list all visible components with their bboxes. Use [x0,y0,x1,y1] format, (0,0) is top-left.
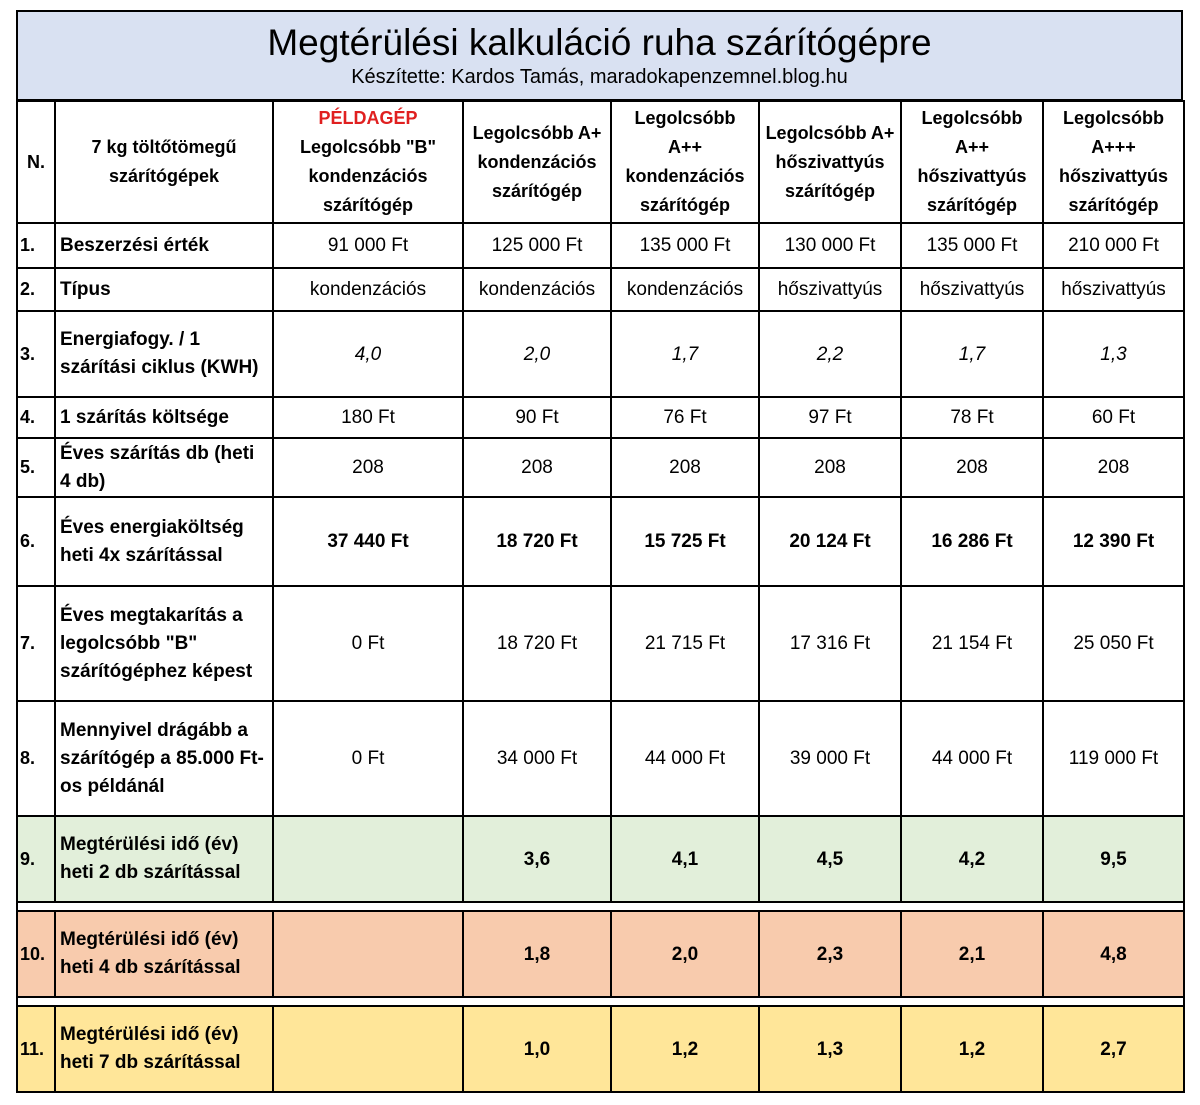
table-cell: 90 Ft [463,397,611,438]
table-cell: kondenzációs [611,268,759,311]
table-cell: 208 [463,438,611,497]
table-row-payback-7 [17,1006,1184,1092]
header-label: 7 kg töltőtömegű szárítógépek [55,101,273,223]
table-cell: 60 Ft [1043,397,1184,438]
table-cell: 2,2 [759,311,901,397]
table-cell: 2,0 [463,311,611,397]
table-cell: 9,5 [1043,816,1184,902]
table-cell: 21 715 Ft [611,586,759,701]
row-label: Energiafogy. / 1 szárítási ciklus (KWH) [55,311,273,397]
header-column-6: Legolcsóbb A+++ hőszivattyús szárítógép [1043,101,1184,223]
table-cell: hőszivattyús [759,268,901,311]
table-cell [273,911,463,997]
table-cell: 2,3 [759,911,901,997]
table-cell: 135 000 Ft [611,223,759,268]
row-label: Mennyivel drágább a szárítógép a 85.000 Ft-os példánál [55,701,273,816]
table-cell: 1,3 [1043,311,1184,397]
table-cell: 18 720 Ft [463,586,611,701]
table-cell: 0 Ft [273,586,463,701]
row-number: 10. [17,911,55,997]
row-label: Éves megtakarítás a legolcsóbb "B" szárítógéphez képest [55,586,273,701]
row-number: 3. [17,311,55,397]
table-cell: 76 Ft [611,397,759,438]
header-column-2: Legolcsóbb A+ kondenzációs szárítógép [463,101,611,223]
table-row [17,223,1184,268]
table-cell: 0 Ft [273,701,463,816]
table-cell: 18 720 Ft [463,497,611,586]
table-cell: 135 000 Ft [901,223,1043,268]
table-cell: kondenzációs [463,268,611,311]
table-cell: 210 000 Ft [1043,223,1184,268]
table-cell: 2,1 [901,911,1043,997]
row-label: Megtérülési idő (év) heti 7 db szárítással [55,1006,273,1092]
row-number: 1. [17,223,55,268]
table-cell: 4,8 [1043,911,1184,997]
table-cell: 1,3 [759,1006,901,1092]
calculation-sheet [16,10,1183,1093]
table-cell: 21 154 Ft [901,586,1043,701]
row-number: 9. [17,816,55,902]
row-number: 4. [17,397,55,438]
table-cell: 4,0 [273,311,463,397]
row-label: Típus [55,268,273,311]
calculation-table [16,100,1185,1093]
header-number: N. [17,101,55,223]
table-row [17,311,1184,397]
table-header-row [17,101,1184,223]
row-label: Éves energiaköltség heti 4x szárítással [55,497,273,586]
table-cell: 3,6 [463,816,611,902]
row-number: 5. [17,438,55,497]
table-cell: 37 440 Ft [273,497,463,586]
row-separator [17,997,1184,1006]
header-column-5: Legolcsóbb A++ hőszivattyús szárítógép [901,101,1043,223]
header-column-1 [273,101,463,223]
table-cell: 4,1 [611,816,759,902]
table-cell: 119 000 Ft [1043,701,1184,816]
table-row-payback-4 [17,911,1184,997]
table-cell: 180 Ft [273,397,463,438]
table-cell: 130 000 Ft [759,223,901,268]
table-cell: 1,7 [611,311,759,397]
table-cell [273,1006,463,1092]
table-cell: kondenzációs [273,268,463,311]
row-number: 8. [17,701,55,816]
sheet-header [16,10,1183,100]
table-row [17,701,1184,816]
table-cell: 208 [273,438,463,497]
table-cell [273,816,463,902]
table-cell: 12 390 Ft [1043,497,1184,586]
table-cell: 25 050 Ft [1043,586,1184,701]
table-cell: 20 124 Ft [759,497,901,586]
row-separator [17,902,1184,911]
table-cell: 4,2 [901,816,1043,902]
table-row [17,586,1184,701]
table-cell: hőszivattyús [901,268,1043,311]
table-cell: 208 [1043,438,1184,497]
example-tag: PÉLDAGÉP [318,108,418,128]
sheet-title: Megtérülési kalkuláció ruha szárítógépre [267,22,932,63]
sheet-subtitle: Készítette: Kardos Tamás, maradokapenzemnel.blog.hu [351,66,848,88]
table-cell: hőszivattyús [1043,268,1184,311]
table-cell: 1,2 [611,1006,759,1092]
row-label: Megtérülési idő (év) heti 4 db szárítással [55,911,273,997]
table-row-payback-2 [17,816,1184,902]
table-row [17,268,1184,311]
table-cell: 1,2 [901,1006,1043,1092]
table-cell: 39 000 Ft [759,701,901,816]
table-cell: 1,8 [463,911,611,997]
table-cell: 91 000 Ft [273,223,463,268]
table-row [17,438,1184,497]
table-cell: 1,0 [463,1006,611,1092]
table-cell: 208 [901,438,1043,497]
header-column-1-label: Legolcsóbb "B" kondenzációs szárítógép [299,137,437,215]
table-cell: 125 000 Ft [463,223,611,268]
table-cell: 4,5 [759,816,901,902]
table-row [17,397,1184,438]
table-cell: 16 286 Ft [901,497,1043,586]
table-cell: 34 000 Ft [463,701,611,816]
table-cell: 97 Ft [759,397,901,438]
row-number: 2. [17,268,55,311]
table-cell: 208 [611,438,759,497]
row-label: 1 szárítás költsége [55,397,273,438]
header-column-4: Legolcsóbb A+ hőszivattyús szárítógép [759,101,901,223]
row-label: Éves szárítás db (heti 4 db) [55,438,273,497]
table-cell: 2,7 [1043,1006,1184,1092]
table-cell: 2,0 [611,911,759,997]
table-cell: 78 Ft [901,397,1043,438]
row-number: 6. [17,497,55,586]
table-cell: 1,7 [901,311,1043,397]
row-label: Megtérülési idő (év) heti 2 db szárítással [55,816,273,902]
row-number: 7. [17,586,55,701]
table-cell: 15 725 Ft [611,497,759,586]
table-cell: 44 000 Ft [901,701,1043,816]
table-cell: 44 000 Ft [611,701,759,816]
table-row [17,497,1184,586]
table-cell: 208 [759,438,901,497]
table-cell: 17 316 Ft [759,586,901,701]
row-label: Beszerzési érték [55,223,273,268]
row-number: 11. [17,1006,55,1092]
header-column-3: Legolcsóbb A++ kondenzációs szárítógép [611,101,759,223]
